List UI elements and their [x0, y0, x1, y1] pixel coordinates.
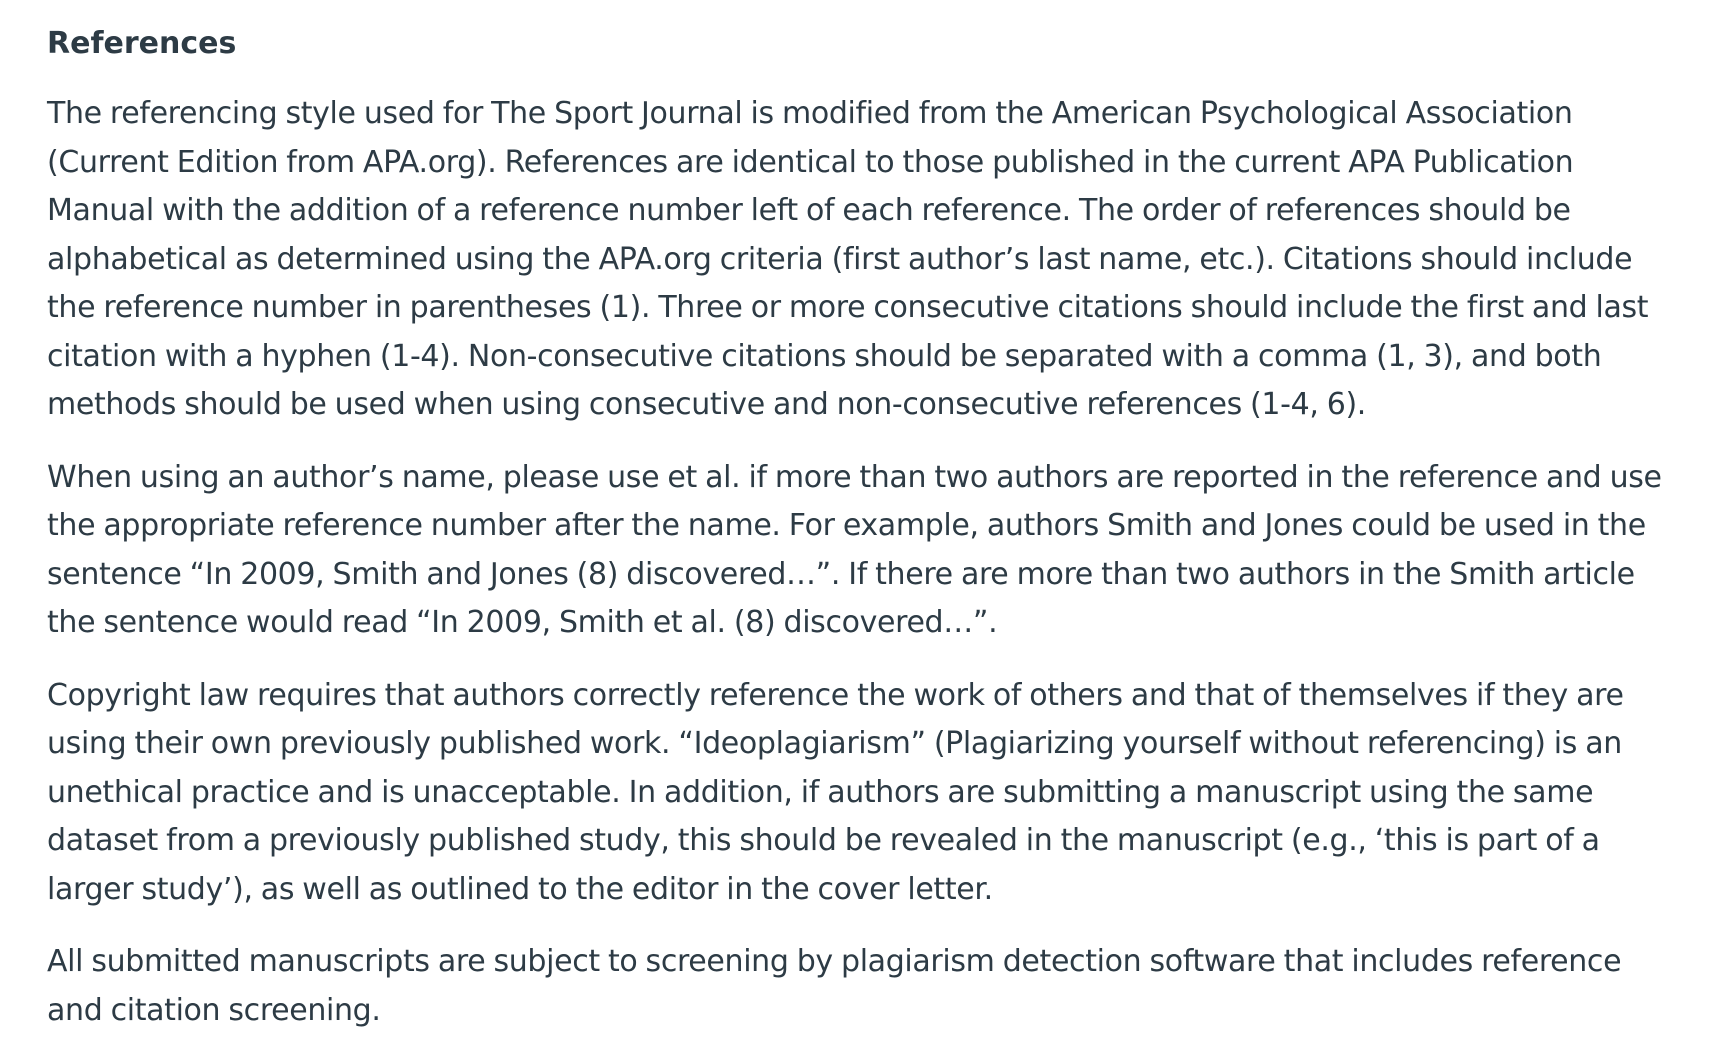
paragraph-author-names: When using an author’s name, please use et al. if more than two authors are reported in the reference and use the appropriate reference number after the name. For example, authors Smith and Jones could be used in the sentence “In 2009, Smith and Jones (8) discovered…”. If there are more than two authors in the Smith article the sentence would read “In 2009, Smith et al. (8) discovered…”.	[47, 459, 1662, 640]
paragraph-copyright: Copyright law requires that authors correctly reference the work of others and that of themselves if they are using their own previously published work. “Ideoplagiarism” (Plagiarizing yourself without referencing) is an unethical practice and is unacceptable. In addition, if authors are submitting a manuscript using the same dataset from a previously published study, this should be revealed in the manuscript (e.g., ‘this is part of a larger study’), as well as outlined to the editor in the cover letter.	[47, 677, 1624, 907]
section-heading: References	[47, 26, 237, 61]
paragraph-plagiarism-screening: All submitted manuscripts are subject to screening by plagiarism detection software that includes reference and citation screening.	[47, 944, 1622, 1028]
paragraph-referencing-style: The referencing style used for The Sport Journal is modified from the American Psychological Association (Current Edition from APA.org). References are identical to those published in the current APA Publication Manual with the addition of a reference number left of each reference. The order of references should be alphabetical as determined using the APA.org criteria (first author’s last name, etc.). Citations should include the reference number in parentheses (1). Three or more consecutive citations should include the first and last citation with a hyphen (1-4). Non-consecutive citations should be separated with a comma (1, 3), and both methods should be used when using consecutive and non-consecutive references (1-4, 6).	[47, 96, 1649, 422]
references-section	[47, 24, 1667, 1035]
